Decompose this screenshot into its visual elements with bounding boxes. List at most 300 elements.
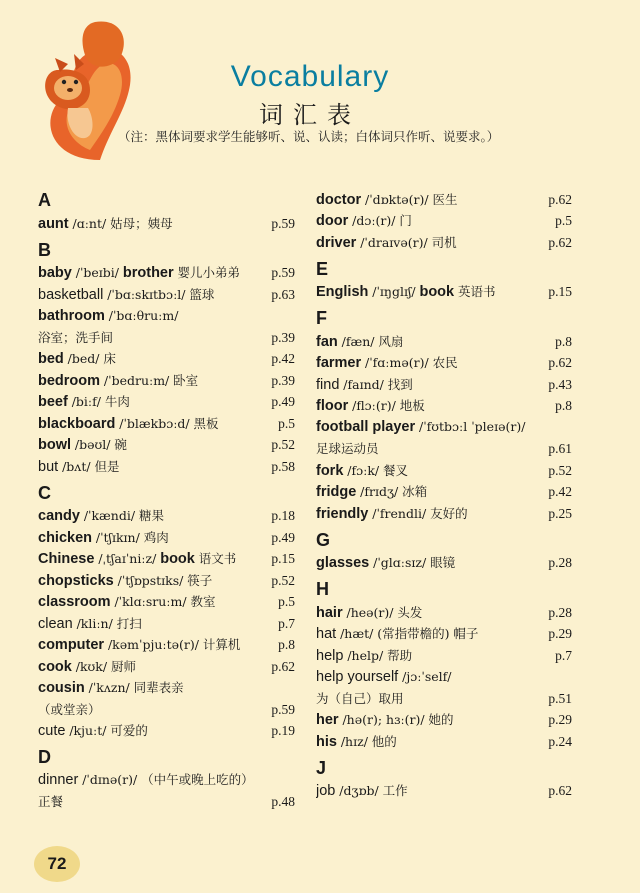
entry-line (38, 634, 295, 656)
entry-phonetic: /heə(r)/ (346, 604, 394, 620)
entry-text (316, 481, 427, 502)
entry-page: p.5 (555, 213, 572, 228)
entry-phonetic: /ˈbɑːskɪtbɔːl/ (107, 286, 186, 302)
entry-line-2 (38, 326, 295, 348)
usage-note: （注：黑体词要求学生能够听、说、认读；白体词只作听、说要求。） (118, 129, 500, 144)
entry-text (316, 731, 397, 752)
section-letter: F (316, 308, 327, 328)
entry-meaning: (常指带檐的) 帽子 (377, 626, 479, 641)
vocab-entry (38, 655, 295, 677)
entry-word: glasses (316, 555, 370, 571)
entry-text (316, 232, 457, 253)
entry-word: chopsticks (38, 572, 114, 589)
entry-word: find (316, 376, 340, 393)
entry-phonetic: /help/ (347, 647, 384, 663)
vocab-entry (38, 591, 295, 613)
vocab-entry (38, 720, 295, 742)
vocab-column-left (38, 188, 295, 812)
entry-line (316, 644, 572, 666)
entry-word: aunt (38, 215, 69, 232)
entry-word: beef (38, 394, 68, 410)
vocab-entry (38, 262, 295, 284)
entry-line-2 (38, 698, 295, 720)
entry-word: bed (38, 351, 64, 367)
vocab-entry (38, 391, 295, 413)
entry-meaning: 碗 (114, 437, 127, 452)
vocab-entry (38, 412, 295, 434)
vocab-entry (316, 459, 572, 481)
entry-text (38, 591, 216, 612)
vocab-entry (316, 601, 572, 623)
entry-meaning: 糖果 (138, 508, 164, 523)
entry-page: p.29 (548, 626, 572, 641)
page-number: 72 (34, 846, 80, 882)
entry-page: p.48 (271, 794, 295, 809)
vocab-entry (38, 305, 295, 348)
vocab-entry (38, 369, 295, 391)
entry-phonetic: /ˌtʃaɪˈniːz/ (98, 551, 157, 566)
entry-phonetic: /fæn/ (341, 333, 375, 349)
entry-line (38, 262, 295, 284)
entry-meaning: （中午或晚上吃的） (141, 772, 254, 787)
entry-phonetic: /bəʊl/ (74, 437, 111, 452)
entry-meaning: 头发 (397, 604, 423, 620)
vocab-entry (316, 623, 572, 645)
entry-word: but (38, 458, 59, 475)
entry-line (316, 666, 572, 688)
entry-word: basketball (38, 286, 104, 303)
vocab-entry (316, 416, 572, 459)
entry-word: football player (316, 419, 416, 435)
entry-text (316, 623, 478, 644)
entry-line (316, 395, 572, 417)
entry-line (316, 373, 572, 395)
vocab-entry (316, 552, 572, 574)
vocab-entry (38, 634, 295, 656)
entry-page: p.28 (548, 555, 572, 570)
entry-meaning: 牛肉 (104, 394, 130, 409)
entry-phonetic: /dʒɒb/ (339, 783, 379, 798)
entry-text (38, 677, 295, 698)
entry-page: p.19 (271, 723, 295, 738)
entry-line (38, 434, 295, 456)
entry-word: doctor (316, 191, 362, 208)
section-letter: E (316, 258, 329, 279)
entry-page: p.25 (548, 505, 572, 521)
entry-page: p.49 (271, 529, 295, 545)
entry-word: hair (316, 604, 343, 621)
entry-meaning: 司机 (431, 234, 457, 250)
entry-line (316, 601, 572, 623)
entry-page: p.62 (548, 783, 572, 798)
entry-line (38, 305, 295, 327)
entry-text (38, 370, 198, 391)
entry-text (38, 391, 130, 412)
entry-page: p.51 (548, 690, 572, 706)
entry-meaning: 英语书 (458, 284, 496, 299)
entry-text (38, 634, 240, 655)
section-letter: C (38, 482, 51, 503)
entry-line (38, 548, 295, 570)
entry-page: p.18 (271, 508, 295, 523)
page-subtitle: 词汇表 (259, 101, 361, 129)
entry-text (316, 460, 408, 481)
entry-word: fan (316, 333, 338, 350)
entry-word: chicken (38, 529, 92, 546)
entry-meaning: 地板 (399, 398, 425, 413)
entry-page: p.63 (271, 286, 295, 302)
entry-phonetic: /biːf/ (71, 394, 101, 409)
entry-text (38, 720, 148, 741)
entry-phonetic: /ˈdɒktə(r)/ (365, 191, 429, 207)
entry-word-extra: book (419, 284, 455, 300)
vocab-entry (316, 231, 572, 253)
entry-phonetic: /hɪz/ (340, 733, 368, 749)
entry-meaning: 眼镜 (430, 555, 456, 570)
section-letter: G (316, 529, 331, 550)
entry-page: p.59 (271, 265, 295, 280)
entry-text (316, 395, 425, 416)
entry-line (38, 655, 295, 677)
entry-word: fork (316, 462, 344, 479)
entry-line (316, 231, 572, 253)
entry-line (38, 612, 295, 634)
entry-text (38, 413, 219, 434)
entry-meaning-cont: 为（自己）取用 (316, 690, 404, 706)
vocab-entry (38, 212, 295, 234)
entry-text (316, 602, 422, 623)
entry-phonetic: /ˈbɑːθruːm/ (108, 307, 179, 323)
entry-meaning: 黑板 (193, 415, 219, 431)
entry-phonetic: /dɔː(r)/ (352, 213, 396, 228)
entry-meaning: 医生 (432, 191, 458, 207)
entry-line-2 (316, 438, 572, 460)
entry-word: dinner (38, 772, 79, 788)
entry-text (316, 281, 496, 302)
entry-page: p.62 (548, 234, 572, 250)
entry-page: p.62 (548, 355, 572, 370)
entry-meaning-cont: 足球运动员 (316, 441, 379, 456)
entry-phonetic: /flɔː(r)/ (352, 398, 396, 413)
entry-phonetic: /kʊk/ (75, 658, 108, 674)
entry-text (38, 656, 136, 677)
entry-page: p.5 (278, 594, 295, 609)
entry-word: fridge (316, 484, 357, 500)
entry-phonetic: /hæt/ (340, 626, 374, 641)
entry-word: hat (316, 626, 337, 642)
entry-phonetic: /hə(r); hɜː(r)/ (342, 712, 425, 727)
entry-text (316, 352, 458, 373)
entry-meaning: 餐叉 (383, 462, 409, 478)
entry-line (38, 212, 295, 234)
entry-page: p.15 (271, 551, 295, 566)
entry-phonetic: /ˈbeɪbi/ (75, 265, 119, 280)
entry-line (38, 283, 295, 305)
entry-text (316, 780, 408, 801)
entry-phonetic: /ˈblækbɔːd/ (119, 415, 190, 431)
entry-meaning: 厨师 (110, 658, 136, 674)
entry-text (38, 213, 173, 234)
entry-word: cousin (38, 679, 85, 696)
entry-word: cook (38, 658, 72, 675)
vocab-entry (38, 569, 295, 591)
entry-phonetic: /jɔːˈself/ (402, 668, 452, 684)
entry-meaning-cont: 正餐 (38, 794, 64, 809)
entry-line (38, 526, 295, 548)
entry-text (38, 284, 214, 305)
entry-phonetic: /kəmˈpjuːtə(r)/ (107, 637, 199, 652)
entry-line (316, 330, 572, 352)
entry-word-extra: brother (122, 265, 174, 281)
entry-meaning: 篮球 (189, 286, 215, 302)
entry-phonetic: /kjuːt/ (69, 723, 107, 738)
entry-phonetic: /ɑːnt/ (72, 215, 107, 231)
entry-meaning: 帮助 (387, 647, 413, 663)
entry-text (38, 570, 212, 591)
entry-page: p.8 (555, 398, 572, 413)
entry-text (38, 505, 164, 526)
entry-page: p.61 (548, 441, 572, 456)
entry-text (316, 416, 572, 437)
vocab-entry (316, 780, 572, 802)
entry-page: p.28 (548, 604, 572, 620)
entry-page: p.52 (271, 437, 295, 452)
entry-word: blackboard (38, 415, 116, 432)
entry-phonetic: /bʌt/ (62, 458, 91, 474)
entry-word: classroom (38, 594, 111, 610)
entry-word: bedroom (38, 372, 101, 389)
entry-word: bowl (38, 437, 72, 453)
entry-meaning: 语文书 (198, 551, 237, 566)
entry-text (316, 666, 572, 687)
vocab-entry (316, 210, 572, 232)
entry-word: help yourself (316, 668, 399, 685)
entry-text (316, 709, 454, 730)
vocab-entry (316, 373, 572, 395)
entry-line (38, 505, 295, 527)
entry-page: p.15 (548, 284, 572, 299)
entry-word: driver (316, 234, 357, 251)
vocab-entry (316, 330, 572, 352)
entry-word: baby (38, 265, 72, 281)
entry-line (316, 481, 572, 503)
entry-page: p.59 (271, 215, 295, 231)
entry-text (38, 548, 236, 569)
entry-page: p.62 (548, 191, 572, 207)
entry-meaning: 床 (103, 351, 116, 366)
vocab-entry (38, 548, 295, 570)
entry-text (38, 262, 240, 283)
vocab-entry (38, 612, 295, 634)
entry-line (316, 416, 572, 438)
entry-text (316, 210, 412, 231)
entry-meaning: 姑母；姨母 (110, 215, 173, 231)
entry-meaning-cont: （或堂亲） (38, 701, 101, 717)
entry-text (38, 456, 119, 477)
entry-page: p.52 (548, 462, 572, 478)
entry-meaning: 门 (399, 213, 412, 228)
entry-page: p.58 (271, 458, 295, 474)
entry-word: job (316, 783, 336, 799)
entry-page: p.52 (271, 572, 295, 588)
entry-line (316, 352, 572, 374)
entry-line (316, 552, 572, 574)
entry-meaning: 打扫 (116, 615, 142, 631)
entry-phonetic: /ˈɪŋglɪʃ/ (372, 284, 416, 299)
entry-phonetic: /ˈfʊtbɔːl ˈpleɪə(r)/ (419, 419, 526, 434)
entry-phonetic: /ˈdraɪvə(r)/ (360, 234, 428, 250)
entry-line (38, 455, 295, 477)
vocab-entry (38, 283, 295, 305)
vocab-entry (316, 352, 572, 374)
entry-phonetic: /kliːn/ (76, 615, 113, 631)
vocab-column-right (316, 188, 572, 801)
entry-line (316, 188, 572, 210)
vocab-entry (316, 644, 572, 666)
entry-meaning-cont: 浴室；洗手间 (38, 329, 114, 345)
entry-page: p.43 (548, 376, 572, 392)
entry-phonetic: /ˈglɑːsɪz/ (373, 555, 427, 570)
section-letter: B (38, 239, 51, 260)
vocab-entry (316, 502, 572, 524)
entry-phonetic: /ˈtʃɒpstɪks/ (117, 572, 184, 588)
vocab-entry (316, 188, 572, 210)
entry-word: her (316, 712, 339, 728)
entry-phonetic: /ˈtʃɪkɪn/ (95, 529, 140, 545)
vocab-entry (38, 677, 295, 720)
section-letter: D (38, 747, 51, 767)
entry-meaning: 教室 (190, 594, 216, 609)
entry-phonetic: /ˈfɑːmə(r)/ (365, 355, 429, 370)
entry-phonetic: /ˈfrendli/ (372, 505, 427, 521)
entry-phonetic: /ˈkændi/ (83, 508, 136, 523)
entry-word: candy (38, 508, 80, 524)
entry-line (38, 369, 295, 391)
entry-phonetic: /fɔːk/ (347, 462, 380, 478)
entry-word: computer (38, 637, 105, 653)
entry-meaning: 农民 (432, 355, 458, 370)
entry-text (316, 645, 412, 666)
vocab-entry (316, 281, 572, 303)
entry-text (316, 374, 413, 395)
entry-meaning: 工作 (382, 783, 408, 798)
entry-line (38, 391, 295, 413)
entry-phonetic: /faɪnd/ (343, 376, 384, 392)
vocab-entry (38, 526, 295, 548)
entry-word: door (316, 213, 349, 229)
entry-page: p.39 (271, 329, 295, 345)
entry-text (316, 189, 458, 210)
entry-meaning: 同辈表亲 (133, 679, 184, 695)
entry-phonetic: /ˈbedruːm/ (103, 372, 170, 388)
entry-line (316, 709, 572, 731)
entry-page: p.29 (548, 712, 572, 727)
entry-word: floor (316, 398, 349, 414)
vocab-entry (316, 481, 572, 503)
entry-line (38, 720, 295, 742)
entry-page: p.5 (278, 415, 295, 431)
entry-line (316, 210, 572, 232)
entry-page: p.24 (548, 733, 572, 749)
entry-line (316, 780, 572, 802)
entry-page: p.49 (271, 394, 295, 409)
entry-line (38, 412, 295, 434)
entry-meaning: 计算机 (202, 637, 241, 652)
vocab-entry (38, 455, 295, 477)
entry-line (316, 502, 572, 524)
vocab-entry (316, 730, 572, 752)
vocab-entry (38, 434, 295, 456)
entry-meaning: 找到 (387, 376, 413, 392)
entry-phonetic: /frɪdʒ/ (360, 484, 399, 499)
section-letter: H (316, 579, 329, 599)
entry-page: p.42 (548, 484, 572, 499)
entry-word-extra: book (160, 551, 195, 567)
entry-line (316, 281, 572, 303)
entry-phonetic: /ˈkʌzn/ (88, 679, 130, 695)
entry-meaning: 婴儿小弟弟 (177, 265, 241, 280)
entry-meaning: 风扇 (378, 333, 404, 349)
entry-word: bathroom (38, 307, 105, 324)
vocab-entry (316, 709, 572, 731)
entry-line (38, 569, 295, 591)
entry-meaning: 但是 (94, 458, 120, 474)
entry-phonetic: /bed/ (67, 351, 100, 366)
vocab-entry (316, 395, 572, 417)
section-letter: A (38, 190, 51, 210)
vocab-entry (38, 769, 295, 812)
entry-page: p.8 (555, 333, 572, 349)
entry-meaning: 冰箱 (402, 484, 428, 499)
entry-text (316, 331, 403, 352)
vocab-entry (38, 348, 295, 370)
entry-meaning: 鸡肉 (143, 529, 169, 545)
entry-word: help (316, 647, 344, 664)
entry-line-2 (316, 687, 572, 709)
entry-line (38, 769, 295, 791)
entry-word: farmer (316, 355, 362, 371)
entry-text (316, 552, 455, 573)
entry-line (316, 730, 572, 752)
entry-line (38, 348, 295, 370)
entry-text (38, 305, 295, 326)
entry-page: p.62 (271, 658, 295, 674)
vocab-entry (38, 505, 295, 527)
entry-word: clean (38, 615, 73, 632)
entry-meaning: 他的 (371, 733, 397, 749)
section-letter: J (316, 757, 327, 778)
vocab-entry (316, 666, 572, 709)
entry-page: p.39 (271, 372, 295, 388)
entry-page: p.59 (271, 701, 295, 717)
entry-line (316, 459, 572, 481)
entry-page: p.7 (278, 615, 295, 631)
entry-line (316, 623, 572, 645)
entry-phonetic: /ˈklɑːsruːm/ (114, 594, 187, 609)
entry-word: friendly (316, 505, 369, 522)
entry-meaning: 她的 (428, 712, 454, 727)
entry-page: p.42 (271, 351, 295, 366)
entry-word: his (316, 733, 337, 750)
entry-text (38, 613, 142, 634)
entry-meaning: 友好的 (430, 505, 468, 521)
entry-meaning: 可爱的 (110, 723, 148, 738)
entry-text (38, 348, 116, 369)
entry-page: p.8 (278, 637, 295, 652)
entry-line (38, 591, 295, 613)
entry-text (38, 527, 169, 548)
entry-page: p.7 (555, 647, 572, 663)
